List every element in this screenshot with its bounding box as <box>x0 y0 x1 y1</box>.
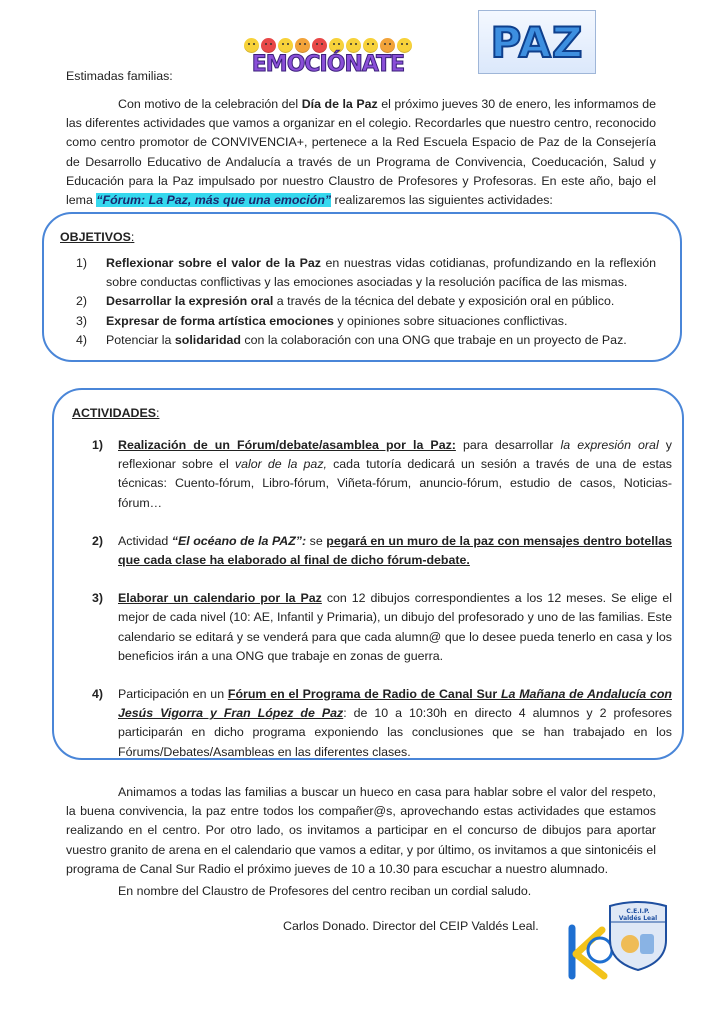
list-item: 2) Actividad “El océano de la PAZ”: se pegará en un muro de la paz con mensajes dentro botellas que cada clase ha elaborado al final de dicho fórum-debate. <box>92 533 672 568</box>
list-item: 1) Reflexionar sobre el valor de la Paz en nuestras vidas cotidianas, profundizando en la reflexión sobre conductas conflictivas y las emociones asociadas y la resolución pacífica de las mismas. <box>76 256 656 290</box>
list-item: 1) Realización de un Fórum/debate/asamblea por la Paz: para desarrollar la expresión oral y reflexionar sobre el valor de la paz, cada tutoría dedicará un sesión a través de una de estas técnicas: Cuento-fórum, Libro-fórum, Viñeta-fórum, anuncio-fórum, estudio de casos, Noticias-fórum… <box>92 438 672 510</box>
lema-highlight: “Fórum: La Paz, más que una emoción” <box>96 193 332 208</box>
list-item: 3) Expresar de forma artística emociones y opiniones sobre situaciones conflictivas. <box>76 313 568 328</box>
school-logo-line1: C.E.I.P. <box>626 908 650 915</box>
greeting: Estimadas familias: <box>66 69 173 83</box>
emocionate-logo-text: EMOCIÓNATE <box>251 52 405 77</box>
signature: Carlos Donado. Director del CEIP Valdés Leal. <box>283 919 539 934</box>
list-item: 4) Participación en un Fórum en el Programa de Radio de Canal Sur La Mañana de Andalucía con Jesús Vigorra y Fran López de Paz: de 10 a 10:30h en directo 4 alumnos y 2 profesores participarán en dicho programa exponiendo las conclusiones que se han trabajado en los Fórums/Debates/Asambleas en las diferentes clases. <box>92 687 672 759</box>
actividades-title: ACTIVIDADES: <box>72 406 160 420</box>
list-item: 4) Potenciar la solidaridad con la colaboración con una ONG que trabaje en un proyecto de Paz. <box>76 332 627 347</box>
emocionate-logo <box>228 38 428 82</box>
intro-paragraph: Con motivo de la celebración del Día de la Paz el próximo jueves 30 de enero, les informamos de las diferentes actividades que vamos a organizar en el colegio. Recordarles que nuestro centro, reconocido como centro promotor de CONVIVENCIA+, pertenece a la Red Escuela Espacio de Paz de la Consejería de Desarrollo Educativo de Andalucía a través de un Programa de Convivencia, Coeducación, Salud y Educación para la Paz impulsado por nuestro Claustro de Profesores y Profesoras. En este año, bajo el lema “Fórum: La Paz, más que una emoción” realizaremos las siguientes actividades: <box>66 97 656 208</box>
ceip-valdes-leal-shield-icon <box>606 900 670 972</box>
paz-logo-text: PAZ <box>490 17 584 67</box>
list-item: 3) Elaborar un calendario por la Paz con 12 dibujos correspondientes a los 12 meses. Se elige el mejor de cada nivel (10: AE, Infantil y Primaria), un dibujo del profesorado y uno de las familias. Este calendario se editará y se venderá para que cada alumn@ que lo desee pueda tenerlo en casa y los beneficios irán a una ONG que trabaje en zonas de guerra. <box>92 591 672 663</box>
school-logo-line2: Valdés Leal <box>618 915 658 922</box>
closing-paragraph: Animamos a todas las familias a buscar un hueco en casa para hablar sobre el valor del respeto, la buena convivencia, la paz entre todos los compañer@s, aprovechando estas actividades que estamos realizando en el centro. Por otro lado, os invitamos a participar en el concurso de dibujos para aportar vuestro granito de arena en el calendario que vamos a editar, y por último, os invitamos a que sintonicéis el programa de Canal Sur Radio el próximo jueves de 10 a 10.30 para escuchar a nuestro alumnado. <box>66 785 656 876</box>
objetivos-title: OBJETIVOS: <box>60 230 135 244</box>
list-item: 2) Desarrollar la expresión oral a través de la técnica del debate y exposición oral en público. <box>76 294 615 309</box>
saludo: En nombre del Claustro de Profesores del centro reciban un cordial saludo. <box>118 884 532 898</box>
objetivos-list <box>76 254 656 350</box>
paz-logo <box>478 10 596 74</box>
actividades-list <box>92 436 672 781</box>
